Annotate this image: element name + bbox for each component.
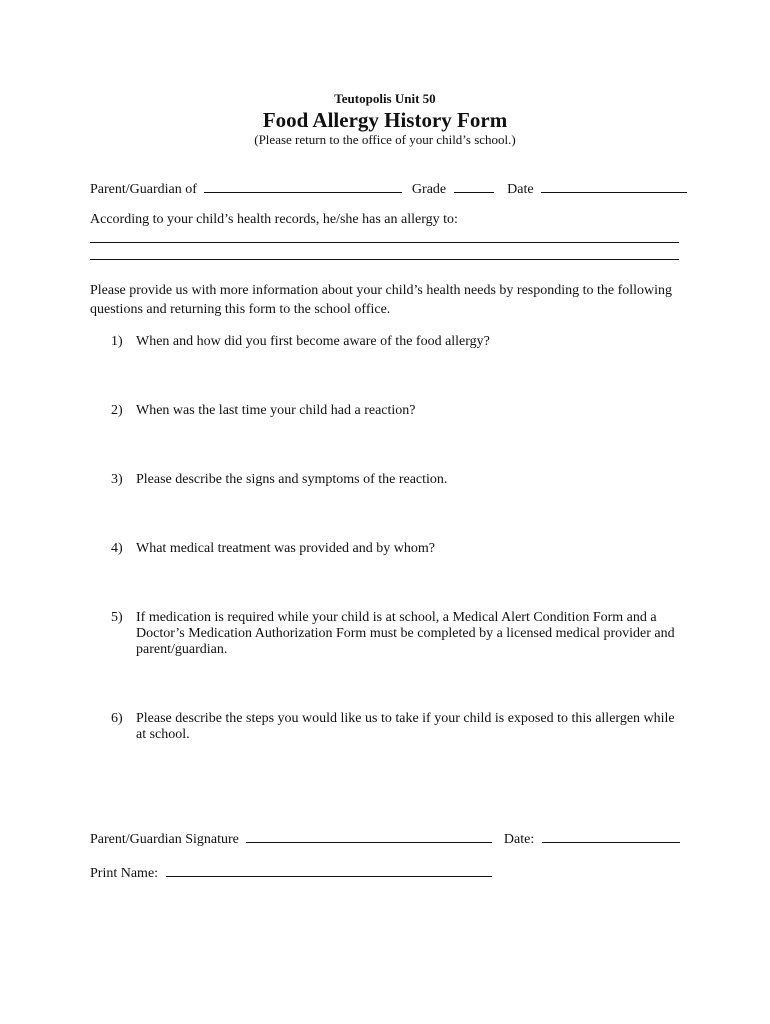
signature-row: [90, 830, 680, 848]
form-subtitle: (Please return to the office of your child’s school.): [254, 132, 516, 147]
question-5: [111, 610, 686, 658]
grade-label: Grade: [411, 182, 447, 197]
question-number: 2): [111, 403, 123, 418]
allergy-line-2[interactable]: [90, 259, 679, 260]
question-text: If medication is required while your child is at school, a Medical Alert Condition Form and a Doctor’s Medication Authorization Form must be completed by a licensed medical provider and parent/guardian.: [136, 610, 675, 657]
district-name: Teutopolis Unit 50: [334, 91, 436, 106]
signature-field[interactable]: [246, 830, 492, 843]
question-1: [111, 334, 686, 350]
signature-date-label: Date:: [503, 832, 535, 847]
question-number: 3): [111, 472, 123, 487]
question-text: When and how did you first become aware of the food allergy?: [136, 334, 490, 349]
grade-field[interactable]: [454, 180, 494, 193]
date-field[interactable]: [541, 180, 687, 193]
print-name-label: Print Name:: [90, 866, 159, 881]
student-info-row: [90, 180, 687, 198]
question-text: When was the last time your child had a reaction?: [136, 403, 416, 418]
intro-paragraph: Please provide us with more information about your child’s health needs by responding to the following questions and returning this form to the school office.: [90, 283, 673, 317]
parent-guardian-label: Parent/Guardian of: [90, 182, 197, 197]
question-2: [111, 403, 686, 419]
signature-label: Parent/Guardian Signature: [90, 832, 239, 847]
question-text: What medical treatment was provided and by whom?: [136, 541, 435, 556]
question-6: [111, 711, 686, 743]
print-name-row: [90, 864, 492, 882]
signature-date-field[interactable]: [542, 830, 680, 843]
allergy-statement: According to your child’s health records, he/she has an allergy to:: [90, 212, 458, 227]
question-3: [111, 472, 686, 488]
question-4: [111, 541, 686, 557]
allergy-line-1[interactable]: [90, 242, 679, 243]
question-text: Please describe the steps you would like us to take if your child is exposed to this allergen while at school.: [136, 711, 675, 742]
question-number: 4): [111, 541, 123, 556]
question-text: Please describe the signs and symptoms of the reaction.: [136, 472, 448, 487]
date-label: Date: [507, 182, 534, 197]
question-number: 5): [111, 610, 123, 625]
question-number: 6): [111, 711, 123, 726]
question-number: 1): [111, 334, 123, 349]
form-title: Food Allergy History Form: [262, 108, 508, 132]
student-name-field[interactable]: [204, 180, 402, 193]
print-name-field[interactable]: [166, 864, 492, 877]
